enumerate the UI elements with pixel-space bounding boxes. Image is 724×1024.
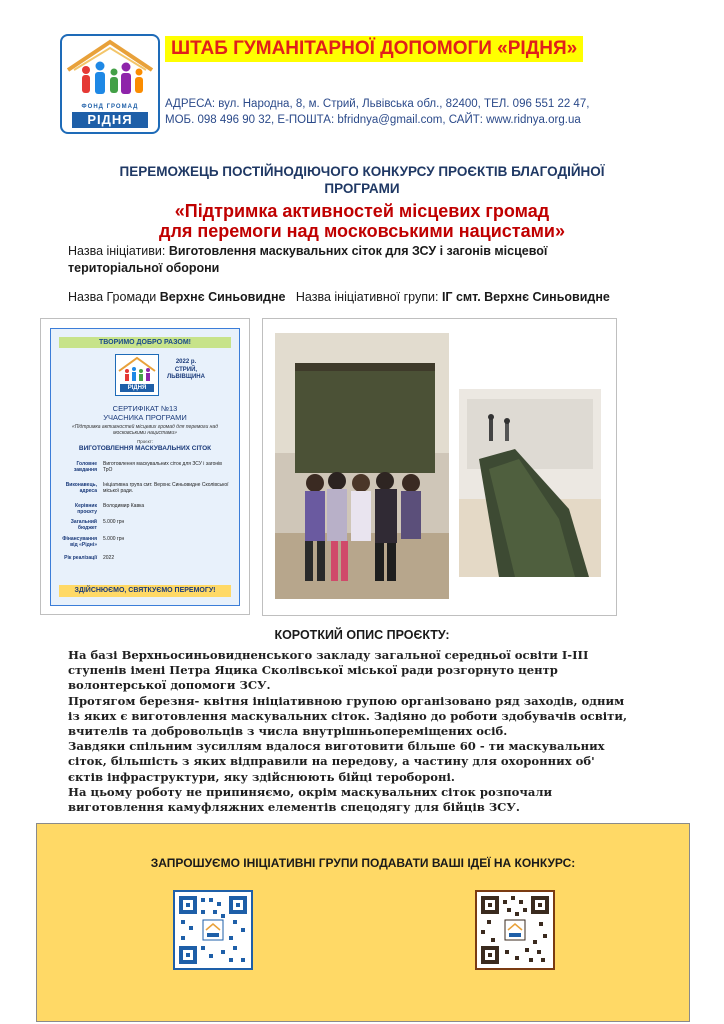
cert-row-key: Рік реалізації	[64, 555, 97, 561]
winner-line: ПРОГРАМИ	[324, 181, 400, 196]
program-line: для перемоги над московськими нацистами»	[159, 221, 565, 241]
cert-year-line: СТРИЙ,	[174, 366, 198, 373]
description-line: ступенів імені Петра Яцика Сколівської міської ради розгорнуто центр	[68, 663, 558, 678]
logo-fund-label: ФОНД ГРОМАД	[81, 104, 139, 110]
cert-row-value: Виготовлення маскувальних сіток для ЗСУ і загонів ТрО	[103, 461, 222, 473]
certificate-program: «Підтримка активностей місцевих громад для перемоги над московськими нацистами»	[72, 424, 218, 436]
certificate-logo	[115, 354, 159, 396]
project-photos	[262, 318, 617, 616]
certificate-logo-name: РІДНЯ	[120, 384, 154, 392]
group-label: Назва ініціативної групи:	[285, 290, 442, 304]
description-line: На цьому роботу не припиняємо, окрім маскувальних сіток розпочали	[68, 784, 553, 799]
description-line: із яких є виготовлення маскувальних сіток. Задіяно до роботи здобувачів освіти,	[68, 708, 627, 723]
certificate-year-place	[166, 359, 206, 382]
certificate-project: ВИГОТОВЛЕННЯ МАСКУВАЛЬНИХ СІТОК	[78, 445, 212, 452]
description-line: сіток, більшість з яких відправили на передову, а частину для охоронних об'	[68, 754, 595, 769]
community-line	[68, 289, 610, 306]
camouflage-net-icon	[459, 389, 601, 577]
logo-name: РІДНЯ	[72, 112, 148, 128]
cert-row-key: Головне завдання	[73, 461, 97, 473]
project-description	[68, 648, 688, 815]
contact-address	[165, 96, 705, 128]
qr-code-icon	[477, 892, 553, 968]
cert-title-line: УЧАСНИКА ПРОГРАМИ	[103, 413, 187, 422]
description-line: Завдяки спільним зусиллям вдалося виготовити більше 60 - ти маскувальних	[68, 739, 605, 754]
initiative-name	[68, 243, 547, 260]
initiative-value: територіальної оборони	[68, 261, 220, 275]
volunteers-photo	[275, 333, 449, 599]
cert-row-value: 5.000 грн	[103, 519, 125, 525]
description-line: волонтерської допомоги ЗСУ.	[68, 678, 271, 693]
certificate-project-label: Проєкт:	[137, 439, 153, 444]
address-line: МОБ. 098 496 90 32, Е-ПОШТА: bfridnya@gmail.com, САЙТ: www.ridnya.org.ua	[165, 114, 581, 126]
fund-logo	[60, 34, 160, 134]
page-title: ШТАБ ГУМАНІТАРНОЇ ДОПОМОГИ «РІДНЯ»	[165, 36, 583, 62]
address-line: АДРЕСА: вул. Народна, 8, м. Стрий, Львівська обл., 82400, ТЕЛ. 096 551 22 47,	[165, 98, 590, 110]
description-line: вчителів та добровольців з числа внутрішньопереміщених осіб.	[68, 724, 508, 739]
camouflage-net-photo	[459, 389, 601, 577]
community-label: Назва Громади	[68, 290, 160, 304]
cert-row-value: 2022	[103, 555, 115, 561]
description-line: виготовлення камуфляжних елементів спецодягу для бійців ЗСУ.	[68, 800, 520, 815]
initiative-label: Назва ініціативи:	[68, 244, 169, 258]
qr-code-blue[interactable]	[173, 890, 253, 970]
initiative-value: Виготовлення маскувальних сіток для ЗСУ і загонів місцевої	[168, 244, 548, 258]
call-to-action-panel	[36, 823, 690, 1022]
certificate-title	[51, 404, 239, 422]
cert-row-key: Фінансування від «Рідні»	[62, 536, 97, 548]
cert-row-value: 5.000 грн	[103, 536, 125, 542]
description-line: єктів інфраструктури, яку здійснюють бійці теробороні.	[68, 769, 455, 784]
qr-code-brown[interactable]	[475, 890, 555, 970]
certificate-top-banner: ТВОРИМО ДОБРО РАЗОМ!	[59, 337, 231, 348]
initiative-name-cont	[68, 260, 219, 277]
cert-row-value: Володимир Кавка	[103, 503, 145, 509]
winner-heading	[40, 163, 684, 197]
cert-title-line: СЕРТИФІКАТ №13	[112, 404, 178, 413]
cert-row-key: Керівник проєкту	[75, 503, 97, 515]
qr-code-icon	[175, 892, 251, 968]
cert-row-key: Загальний бюджет	[70, 519, 97, 531]
winner-line: ПЕРЕМОЖЕЦЬ ПОСТІЙНОДІЮЧОГО КОНКУРСУ ПРОЄКТІВ БЛАГОДІЙНОЇ	[119, 164, 605, 179]
program-title	[40, 201, 684, 241]
description-line: На базі Верхньосиньовидненського закладу загальної середньої освіти І-ІІІ	[68, 648, 589, 662]
cert-year-line: 2022 р.	[175, 359, 197, 365]
description-title: КОРОТКИЙ ОПИС ПРОЄКТУ:	[274, 628, 450, 642]
certificate-bottom-banner: ЗДІЙСНЮЄМО, СВЯТКУЄМО ПЕРЕМОГУ!	[59, 585, 231, 597]
certificate-image	[40, 318, 250, 615]
cert-row-value: Ініціативна група смт. Верхнє Синьовидне Сколівської міської ради.	[103, 482, 229, 494]
call-title: ЗАПРОШУЄМО ІНІЦІАТИВНІ ГРУПИ ПОДАВАТИ ВАШІ ІДЕЇ НА КОНКУРС:	[150, 856, 576, 870]
family-figures-icon	[62, 36, 158, 102]
community-value: Верхнє Синьовидне	[159, 290, 286, 304]
volunteers-weaving-nets-icon	[275, 333, 449, 599]
program-line: «Підтримка активностей місцевих громад	[174, 201, 550, 221]
family-figures-icon	[116, 355, 158, 383]
cert-year-line: ЛЬВІВЩИНА	[167, 374, 205, 380]
description-line: Протягом березня- квітня ініціативною групою організовано ряд заходів, одним	[68, 693, 625, 708]
group-value: ІГ смт. Верхнє Синьовидне	[441, 290, 610, 304]
certificate	[50, 328, 240, 606]
cert-row-key: Виконавець, адреса	[65, 482, 97, 494]
